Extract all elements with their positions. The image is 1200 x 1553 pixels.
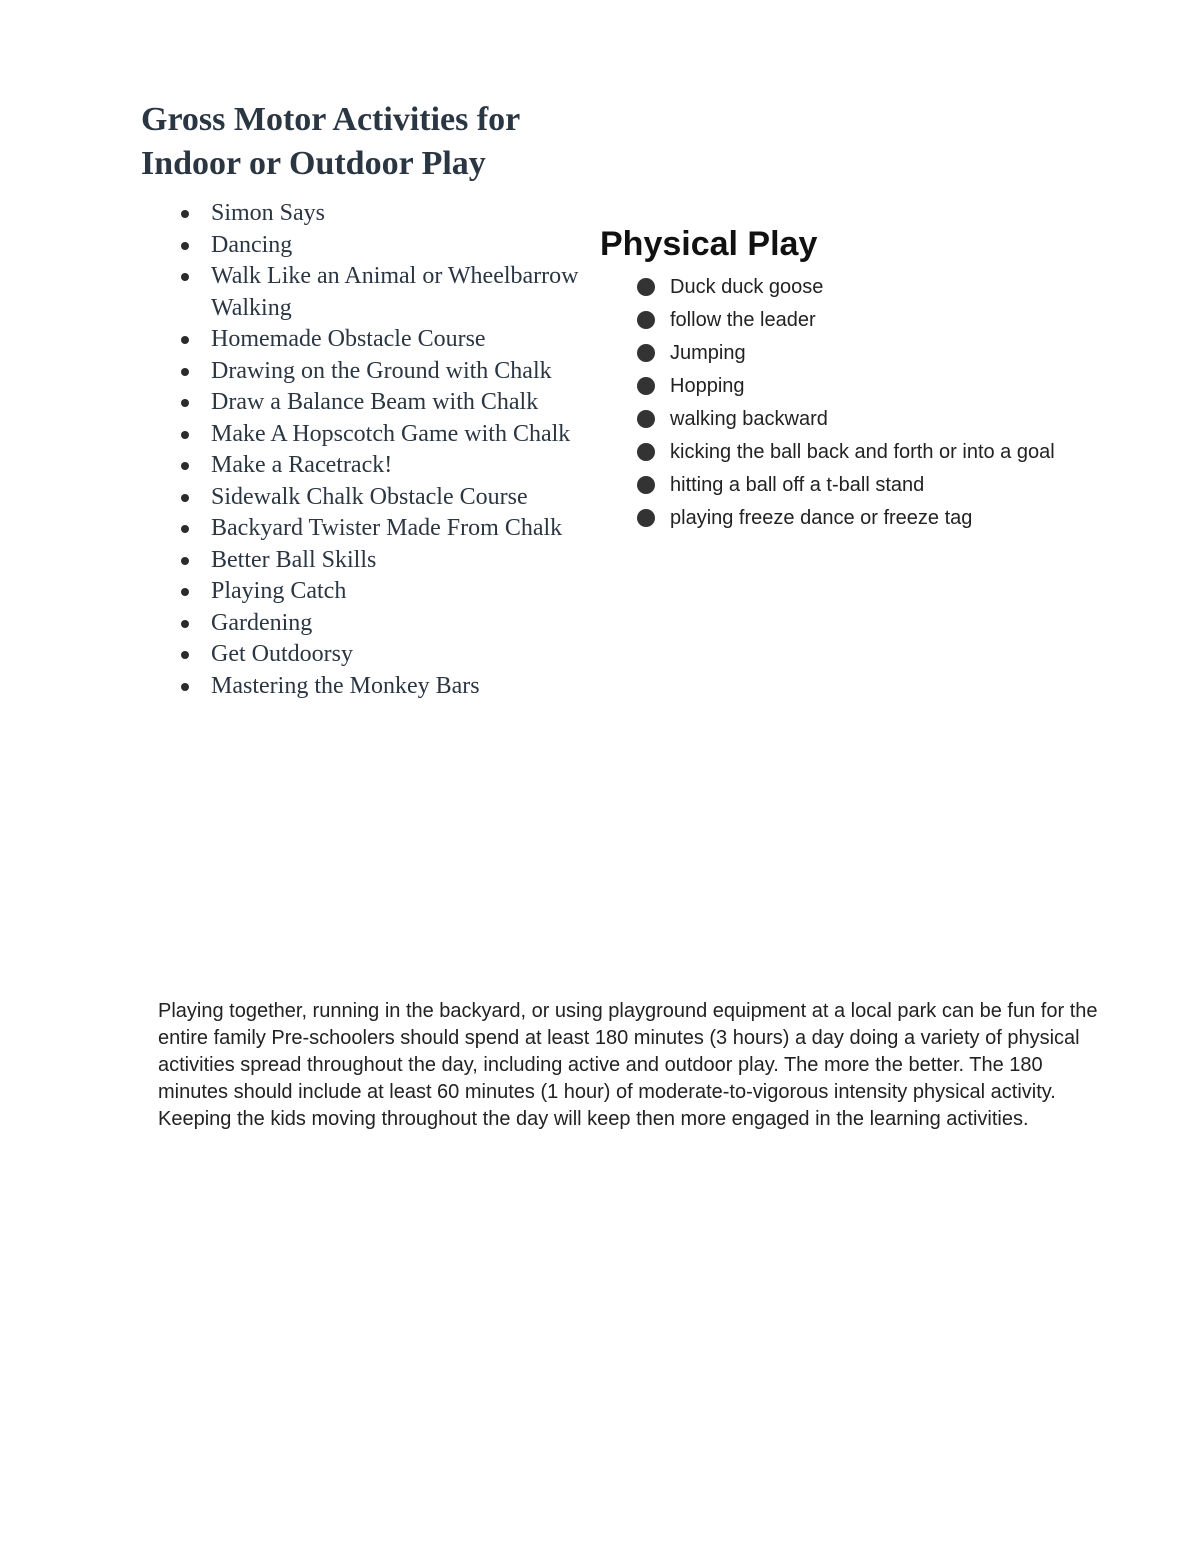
list-item-label: Get Outdoorsy: [211, 641, 353, 667]
list-item-label: Mastering the Monkey Bars: [211, 672, 480, 699]
list-item-label: hitting a ball off a t-ball stand: [670, 474, 925, 496]
list-item: [600, 305, 1060, 335]
list-item-label: Gardening: [211, 609, 313, 636]
bullet-icon: [181, 242, 189, 250]
bullet-icon: [181, 494, 189, 502]
list-item-label: Sidewalk Chalk Obstacle Course: [211, 483, 528, 510]
list-item: [141, 387, 601, 419]
list-item: [141, 671, 601, 703]
list-item-label: walking backward: [670, 408, 828, 430]
list-item-label: Better Ball Skills: [211, 546, 377, 573]
list-item: [141, 513, 601, 545]
list-item: [600, 503, 1060, 533]
list-item: [141, 261, 601, 324]
list-item: [600, 470, 1060, 500]
body-paragraph: Playing together, running in the backyard, or using playground equipment at a local park can be fun for the entire family Pre-schoolers should spend at least 180 minutes (3 hours) a day doing a variety of physical activities spread throughout the day, including active and outdoor play. The more the better. The 180 minutes should include at least 60 minutes (1 hour) of moderate-to-vigorous intensity physical activity. Keeping the kids moving throughout the day will keep then more engaged in the learning activities.: [158, 1000, 1098, 1130]
list-item-label: Walk Like an Animal or Wheelbarrow Walking: [211, 263, 579, 321]
list-item: [600, 338, 1060, 368]
bullet-icon: [181, 368, 189, 376]
list-item-label: Draw a Balance Beam with Chalk: [211, 389, 539, 415]
list-item: [141, 230, 601, 262]
bullet-icon: [637, 377, 655, 395]
list-item-label: playing freeze dance or freeze tag: [670, 507, 973, 529]
list-item: [600, 404, 1060, 434]
physical-play-section: [600, 222, 1060, 536]
list-item-label: Make A Hopscotch Game with Chalk: [211, 420, 571, 447]
list-item-label: Backyard Twister Made From Chalk: [211, 515, 563, 541]
physical-play-list: [600, 272, 1060, 533]
bullet-icon: [181, 273, 189, 281]
bullet-icon: [181, 210, 189, 218]
bullet-icon: [181, 683, 189, 691]
gross-motor-list: [141, 198, 601, 702]
list-item: [141, 198, 601, 230]
list-item-label: Make a Racetrack!: [211, 452, 393, 478]
list-item: [141, 608, 601, 640]
bullet-icon: [181, 557, 189, 565]
list-item-label: follow the leader: [670, 309, 816, 331]
list-item: [600, 437, 1060, 467]
list-item-label: Hopping: [670, 375, 745, 397]
list-item-label: Drawing on the Ground with Chalk: [211, 357, 552, 384]
bullet-icon: [181, 336, 189, 344]
list-item: [600, 371, 1060, 401]
bullet-icon: [637, 311, 655, 329]
list-item-label: Simon Says: [211, 200, 326, 226]
list-item-label: Dancing: [211, 231, 293, 258]
bullet-icon: [181, 651, 189, 659]
bullet-icon: [637, 344, 655, 362]
list-item: [141, 482, 601, 514]
physical-play-title: Physical Play: [600, 225, 818, 263]
bullet-icon: [181, 620, 189, 628]
list-item: [141, 450, 601, 482]
bullet-icon: [181, 588, 189, 596]
bullet-icon: [181, 431, 189, 439]
list-item: [141, 324, 601, 356]
bullet-icon: [637, 476, 655, 494]
list-item: [141, 419, 601, 451]
gross-motor-title: [141, 98, 601, 186]
list-item-label: kicking the ball back and forth or into a goal: [670, 441, 1055, 463]
list-item-label: Homemade Obstacle Course: [211, 326, 486, 352]
list-item: [141, 576, 601, 608]
list-item: [141, 545, 601, 577]
list-item: [600, 272, 1060, 302]
list-item-label: Duck duck goose: [670, 276, 824, 298]
bullet-icon: [637, 278, 655, 296]
bullet-icon: [181, 399, 189, 407]
gross-motor-title-line1: Gross Motor Activities for: [141, 101, 521, 138]
bullet-icon: [181, 462, 189, 470]
list-item-label: Jumping: [670, 342, 746, 364]
list-item-label: Playing Catch: [211, 578, 347, 604]
bullet-icon: [181, 525, 189, 533]
list-item: [141, 356, 601, 388]
gross-motor-title-line2: Indoor or Outdoor Play: [141, 145, 486, 182]
bullet-icon: [637, 410, 655, 428]
list-item: [141, 639, 601, 671]
gross-motor-section: [141, 98, 601, 702]
bullet-icon: [637, 443, 655, 461]
bullet-icon: [637, 509, 655, 527]
